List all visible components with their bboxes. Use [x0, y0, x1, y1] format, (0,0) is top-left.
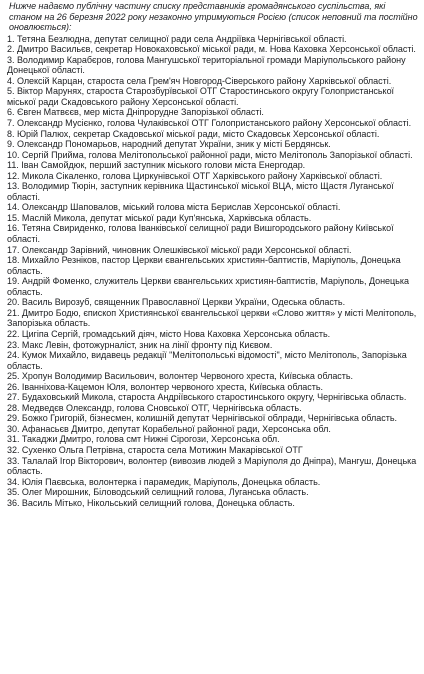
list-item: 1. Тетяна Безлюдна, депутат селищної ради села Андріївка Чернігівської області. [7, 33, 347, 44]
list-item: 8. Юрій Палюх, секретар Скадовської міської ради, місто Скадовськ Херсонської області. [7, 128, 380, 139]
list-item: 6. Євген Матвєєв, мер міста Дніпрорудне Запорізької області. [7, 107, 264, 118]
list-item: 23. Макс Левін, фотожурналіст, зник на лінії фронту під Києвом. [7, 339, 273, 350]
list-item: 24. Кумок Михайло, видавець редакції "Мелітопольські відомості", місто Мелітополь, Запорізька область. [7, 350, 407, 371]
intro-text: Нижче надаємо публічну частину списку представників громадянського суспільства, які станом на 26 березня 2022 року незаконно утримуються Росією (список неповний та постійно оновлюється): [9, 1, 418, 33]
detainee-list [7, 34, 418, 509]
list-item: 26. Іванніхова-Кацемон Юля, волонтер червоного хреста, Київська область. [7, 381, 324, 392]
list-item: 27. Будаховський Микола, староста Андріївського старостинського округу, Чернігівська область. [7, 392, 407, 403]
list-item: 36. Василь Мітько, Нікольський селищний голова, Донецька область. [7, 497, 295, 508]
list-item: 13. Володимир Тюрін, заступник керівника Щастинської міської ВЦА, місто Щастя Луганської області. [7, 181, 394, 202]
list-item: 17. Олександр Зарівний, чиновник Олешківської міської ради Херсонської області. [7, 244, 352, 255]
list-item: 12. Микола Сікаленко, голова Циркунівської ОТГ Харківського району Харківської області. [7, 170, 383, 181]
list-item: 32. Сухенко Ольга Петрівна, староста села Мотижин Макарівської ОТГ [7, 444, 303, 455]
list-item: 19. Андрій Фоменко, служитель Церкви євангельських християн-баптистів, Маріуполь, Донецька область. [7, 276, 409, 297]
list-item: 28. Медведєв Олександр, голова Сновської ОТГ, Чернігівська область. [7, 402, 302, 413]
list-item: 2. Дмитро Васильєв, секретар Новокаховської міської ради, м. Нова Каховка Херсонської області. [7, 44, 416, 55]
list-item: 29. Божко Григорій, бізнесмен, колишній депутат Чернігівської облради, Чернігівська область. [7, 413, 397, 424]
list-item: 22. Цигіпа Сергій, громадський діяч, місто Нова Каховка Херсонська область. [7, 328, 331, 339]
list-item: 16. Тетяна Свириденко, голова Іванківської селищної ради Вишгородського району Київської області. [7, 223, 394, 245]
list-item: 4. Олексій Карцан, староста села Грем'яч Новгород-Сіверського району Харківської області. [7, 75, 392, 86]
list-item: 18. Михайло Резніков, пастор Церкви євангельських християн-баптистів, Маріуполь, Донецька область. [7, 255, 401, 276]
list-item: 5. Віктор Марунях, староста Старозбурївської ОТГ Старостинського округу Голопристанської міської ради Скадовського району Херсонської області. [7, 86, 395, 107]
list-item: 33. Талалай Ігор Вікторович, волонтер (вивозив людей з Маріуполя до Дніпра), Мангуш, Донецька область. [7, 455, 417, 477]
list-item: 3. Володимир Карабєров, голова Мангушської територіальної громади Маріупольського району Донецької області. [7, 54, 406, 76]
list-item: 34. Юлія Паєвська, волонтерка і парамедик, Маріуполь, Донецька область. [7, 476, 321, 487]
list-item: 14. Олександр Шаповалов, міський голова міста Берислав Херсонської області. [7, 202, 341, 213]
list-item: 31. Такаджи Дмитро, голова смт Нижні Сірогози, Херсонська обл. [7, 434, 280, 445]
list-item: 35. Олег Мирошник, Біловодський селищний голова, Луганська область. [7, 487, 309, 498]
list-item: 10. Сергій Прийма, голова Мелітопольської районної ради, місто Мелітополь Запорізької області. [7, 149, 413, 160]
list-item: 30. Афанасьєв Дмитро, депутат Корабельної районної ради, Херсонська обл. [7, 423, 331, 434]
list-item: 15. Маслій Микола, депутат міської ради Куп'янська, Харківська область. [7, 212, 312, 223]
list-item: 25. Хропун Володимир Васильович, волонтер Червоного хреста, Київська область. [7, 371, 354, 382]
list-item: 7. Олександр Мусієнко, голова Чулаківської ОТГ Голопристанського району Херсонської області. [7, 118, 412, 129]
list-item: 9. Олександр Пономарьов, народний депутат України, зник у місті Бердянськ. [7, 139, 331, 150]
list-item: 21. Дмитро Бодю, єпископ Християнської євангельської церкви «Слово життя» у місті Мелітополь, Запорізька область. [7, 307, 417, 329]
list-item: 11. Іван Самойдюк, перший заступник міського голови міста Енергодар. [7, 160, 306, 171]
list-item: 20. Василь Вирозуб, священник Православної Церкви України, Одеська область. [7, 297, 346, 308]
